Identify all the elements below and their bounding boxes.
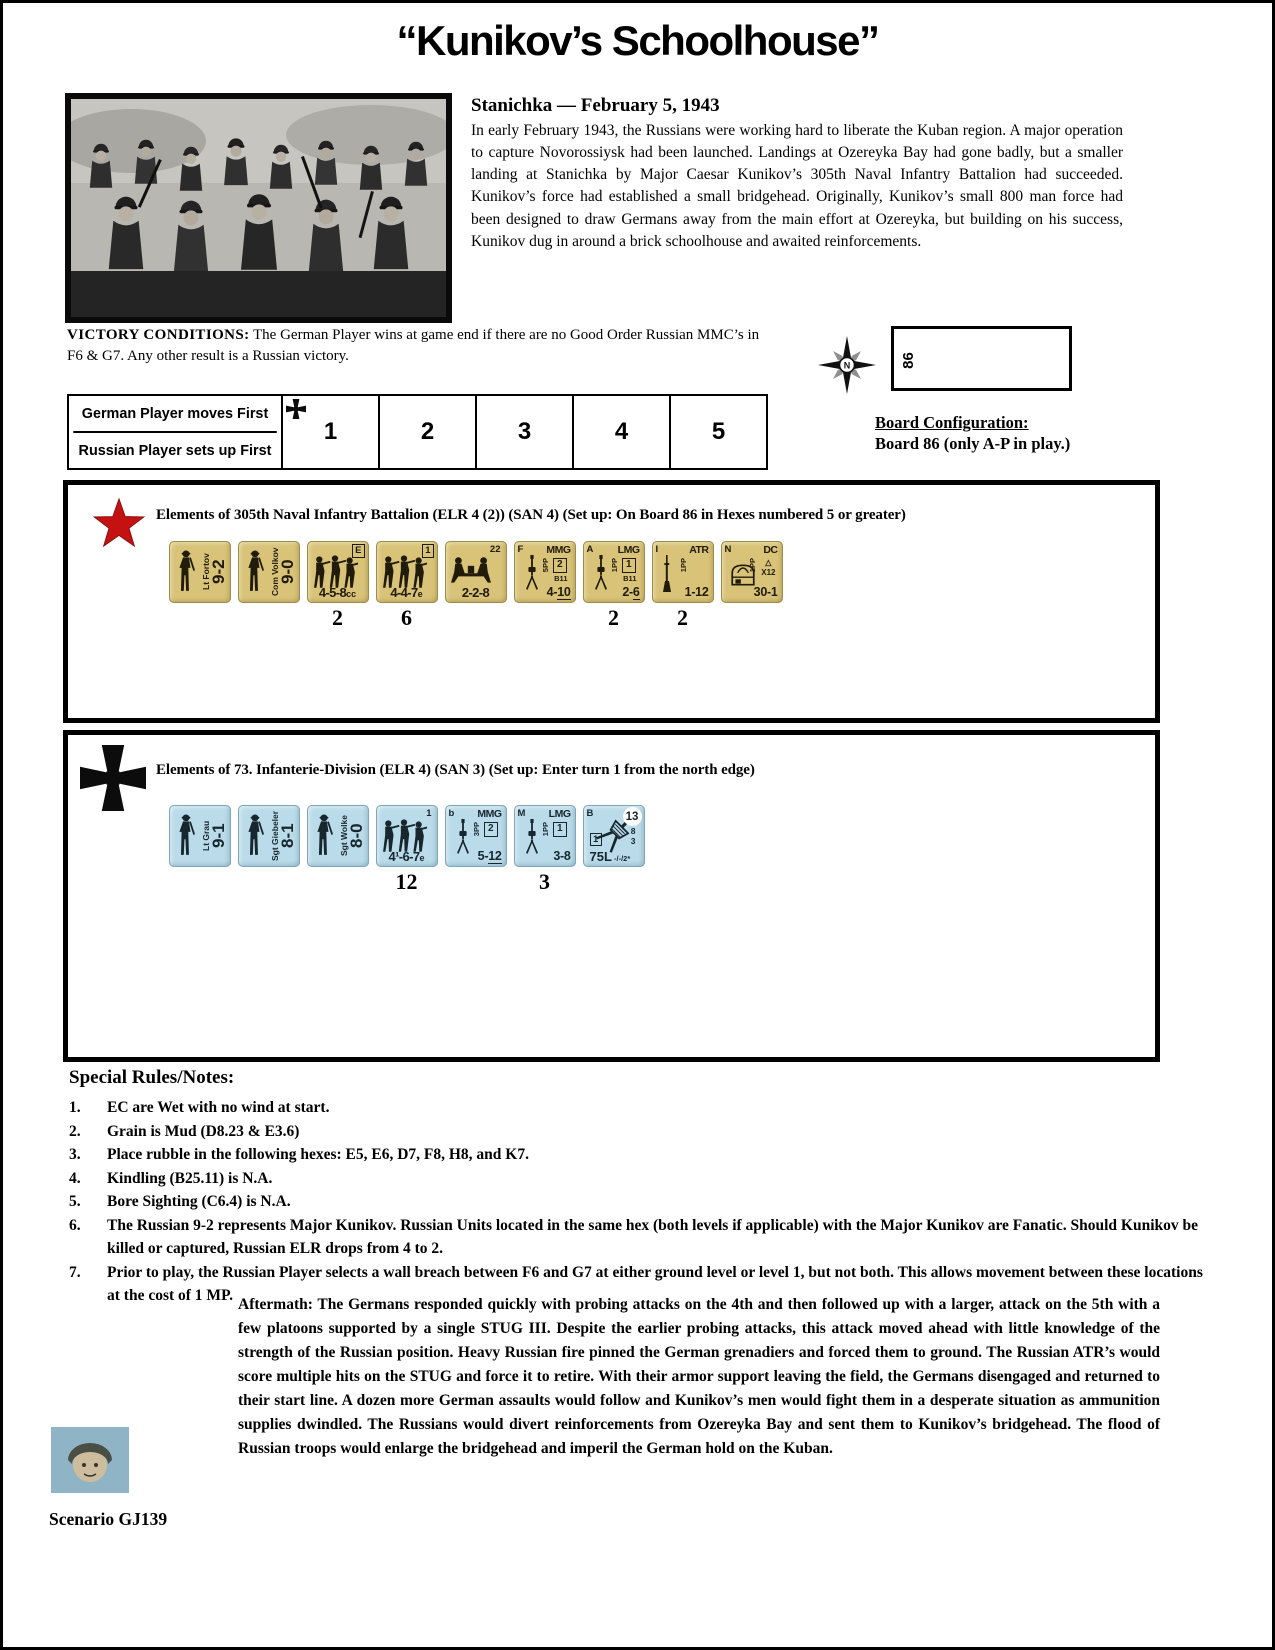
counter-column	[375, 805, 438, 897]
aftermath-text: The Germans responded quickly with probing attacks on the 4th and then followed up with a larger, attack on the 5th with a few platoons supported by a single STUG III. Despite the earlier probing attacks, this attack moved ahead with little knowledge of the strength of the Russian position. Heavy Russian fire pinned the German grenadiers and forced them to ground. The Russian ATR’s would score multiple hits on the STUG and force it to retire. With their armor support leaving the field, the Germans disengaged and returned to their start line. A dozen more German assaults would follow and Kunikov’s men would fight them in a desperate situation as ammunition supplies dwindled. The Russians would divert reinforcements from Ozereyka Bay and sent them to Kunikov’s bridgehead. The flood of Russian troops would enlarge the bridgehead and imperil the German hold on the Kuban.	[238, 1296, 1160, 1458]
rule-text: EC are Wet with no wind at start.	[107, 1099, 330, 1116]
special-rule-item	[69, 1167, 1211, 1191]
weapon-name: DC	[763, 544, 778, 556]
turn-cell	[574, 394, 671, 470]
german-moves-first-label: German Player moves First	[73, 396, 277, 433]
counter-corner-letter: B	[586, 808, 594, 819]
special-rules	[69, 1067, 1211, 1308]
dc-extra: △ X12	[761, 558, 776, 577]
counter-badge: 1	[422, 544, 433, 558]
board-number: 86	[899, 352, 917, 369]
counter-sw	[514, 805, 576, 867]
special-rule-item	[69, 1190, 1211, 1214]
rule-text: Bore Sighting (C6.4) is N.A.	[107, 1193, 291, 1211]
weapon-name: MMG	[477, 808, 502, 820]
counter-range-value: 30-1	[753, 585, 778, 599]
leader-morale: 9-1	[208, 823, 228, 849]
german-cross-icon	[80, 745, 146, 811]
counter-leader	[307, 805, 369, 867]
counter-badge: E	[352, 544, 364, 558]
counter-count: 2	[608, 605, 619, 630]
gun-caliber: 75L -/-/2*	[589, 849, 631, 864]
leader-morale: 9-2	[208, 559, 228, 585]
turn-cell	[380, 394, 477, 470]
leader-name: Lt Grau	[200, 820, 211, 852]
leader-morale: 8-1	[277, 823, 297, 849]
soldier-icon	[175, 549, 197, 598]
leader-morale: 9-0	[277, 559, 297, 585]
counter-sw	[445, 805, 507, 867]
counter-leader	[169, 805, 231, 867]
counter-range-value: 3-8	[553, 849, 571, 863]
russian-counters	[168, 541, 783, 633]
counter-range-value: 5-12	[477, 849, 502, 863]
counter-range-value: 1-12	[684, 585, 709, 599]
counter-leader	[169, 541, 231, 603]
turn-track-cells	[283, 394, 768, 470]
german-ob-box	[63, 730, 1160, 1062]
counter-corner-letter: I	[655, 544, 659, 555]
special-rule-item	[69, 1214, 1211, 1261]
rof-box: 2	[553, 558, 567, 573]
turn-cell	[283, 394, 380, 470]
rule-number: 4.	[69, 1169, 81, 1187]
portage-points: 1PP	[609, 558, 619, 573]
machine-gun-icon	[523, 819, 541, 860]
rule-number: 7.	[69, 1263, 81, 1281]
rule-text: Prior to play, the Russian Player selects a wall breach between F6 and G7 at either ground level or level 1, but not both. This allows movement between these locations at the cost of 1 MP.	[107, 1263, 1203, 1305]
turn-track	[67, 394, 768, 470]
counter-column	[168, 541, 231, 633]
victory-conditions	[67, 325, 771, 368]
squad-strength: 4-5-8cc	[318, 585, 357, 600]
leader-morale: 8-0	[346, 823, 366, 849]
counter-sw	[652, 541, 714, 603]
gun-rof-box: 1	[590, 833, 602, 846]
soviet-star-icon	[92, 497, 146, 553]
machine-gun-icon	[454, 819, 472, 860]
counter-squad	[445, 541, 507, 603]
scenario-id: Scenario GJ139	[49, 1509, 168, 1529]
leader-name: Sgt Wolke	[338, 815, 349, 857]
counter-column	[375, 541, 438, 633]
counter-count: 2	[677, 605, 688, 630]
counter-column	[582, 541, 645, 633]
counter-corner-letter: M	[517, 808, 526, 819]
russian-ob-box	[63, 480, 1160, 723]
rule-text: Kindling (B25.11) is N.A.	[107, 1169, 273, 1187]
rule-text: Grain is Mud (D8.23 & E3.6)	[107, 1122, 300, 1140]
leader-name: Sgt Giebeler	[269, 810, 280, 862]
rof-box: 1	[553, 822, 567, 837]
board-configuration	[875, 412, 1070, 455]
counter-badge: 22	[489, 544, 501, 555]
squad-strength: 2-2-8	[461, 585, 490, 600]
russian-sets-up-first-label: Russian Player sets up First	[78, 442, 272, 459]
aftermath	[238, 1293, 1160, 1461]
counter-squad	[376, 541, 438, 603]
counter-column	[651, 541, 714, 633]
turn-cell	[671, 394, 768, 470]
counter-count: 12	[395, 869, 418, 894]
counter-column	[237, 805, 300, 897]
rule-number: 5.	[69, 1193, 81, 1211]
rule-text: The Russian 9-2 represents Major Kunikov. Russian Units located in the same hex (both levels if applicable) with the Major Kunikov are Fanatic. Should Kunikov be killed or captured, Russian ELR drops from 4 to 2.	[107, 1216, 1198, 1258]
publisher-logo-icon	[51, 1427, 129, 1493]
squad-strength: 4¹-6-7e	[388, 849, 425, 864]
compass-rose-icon	[817, 335, 877, 395]
breakdown-number: B11	[623, 574, 637, 583]
breakdown-number: B11	[554, 574, 568, 583]
german-ob-header: Elements of 73. Infanterie-Division (ELR 4) (SAN 3) (Set up: Enter turn 1 from the north edge)	[156, 762, 755, 778]
machine-gun-icon	[592, 555, 610, 596]
turn-number: 4	[614, 418, 629, 445]
counter-range-value: 4-10	[546, 585, 571, 599]
special-rules-heading: Special Rules/Notes:	[69, 1067, 235, 1088]
counter-count: 6	[401, 605, 412, 630]
victory-text: The German Player wins at game end if there are no Good Order Russian MMC’s in F6 & G7. Any other result is a Russian victory.	[67, 327, 760, 365]
counter-column	[582, 805, 645, 897]
portage-points: 1PP	[747, 558, 757, 573]
counter-count: 3	[539, 869, 550, 894]
counter-gun	[583, 805, 645, 867]
aftermath-label: Aftermath:	[238, 1296, 313, 1313]
gun-target-size: 13	[623, 807, 642, 826]
counter-column	[513, 541, 576, 633]
photo-illustration	[71, 99, 446, 317]
turn-track-labels	[67, 394, 283, 470]
portage-points: 1PP	[540, 822, 550, 837]
counter-sw	[514, 541, 576, 603]
turn-number: 2	[420, 418, 435, 445]
soldier-icon	[244, 549, 266, 598]
rule-number: 2.	[69, 1122, 81, 1140]
counter-column	[237, 541, 300, 633]
counter-badge: 1	[426, 808, 432, 819]
gun-sub-values: 8 3	[630, 826, 636, 846]
special-rules-list	[69, 1096, 1211, 1308]
counter-column	[513, 805, 576, 897]
historical-photo	[65, 93, 452, 323]
counter-sw	[583, 541, 645, 603]
counter-column	[444, 541, 507, 633]
counter-column	[444, 805, 507, 897]
counter-column	[306, 541, 369, 633]
soldier-icon	[313, 813, 335, 862]
counter-column	[168, 805, 231, 897]
counter-corner-letter: A	[586, 544, 594, 555]
leader-name: Com Volkov	[269, 547, 280, 597]
weapon-name: MMG	[546, 544, 571, 556]
portage-points: 3PP	[471, 822, 481, 837]
turn-number: 5	[711, 418, 726, 445]
machine-gun-icon	[523, 555, 541, 596]
squad-strength: 4-4-7e	[390, 585, 423, 600]
counter-count: 2	[332, 605, 343, 630]
rof-box: 2	[484, 822, 498, 837]
counter-dc	[721, 541, 783, 603]
german-cross-mini-icon	[286, 398, 306, 418]
historical-intro	[471, 95, 1123, 253]
turn-number: 1	[323, 418, 338, 445]
soldier-icon	[244, 813, 266, 862]
special-rule-item	[69, 1096, 1211, 1120]
intro-heading: Stanichka — February 5, 1943	[471, 95, 720, 116]
rule-number: 6.	[69, 1216, 81, 1234]
counter-corner-letter: F	[517, 544, 524, 555]
portage-points: 1PP	[678, 558, 688, 573]
leader-name: Lt Fortov	[200, 553, 211, 591]
atr-icon	[661, 555, 673, 598]
counter-squad	[376, 805, 438, 867]
board-config-text: Board 86 (only A-P in play.)	[875, 434, 1071, 454]
weapon-name: LMG	[617, 544, 640, 556]
compass-north-label: N	[843, 360, 851, 371]
rule-number: 1.	[69, 1099, 81, 1116]
counter-range-value: 2-6	[622, 585, 640, 599]
turn-cell	[477, 394, 574, 470]
special-rule-item	[69, 1143, 1211, 1167]
victory-label: VICTORY CONDITIONS:	[67, 327, 250, 343]
board-outline	[891, 326, 1072, 391]
counter-column	[306, 805, 369, 897]
special-rule-item	[69, 1120, 1211, 1144]
weapon-name: LMG	[548, 808, 571, 820]
intro-body: In early February 1943, the Russians were working hard to liberate the Kuban region. A major operation to capture Novorossiysk had been launched. Landings at Ozereyka Bay had gone badly, but a smaller landing at Stanichka by Major Caesar Kunikov’s 305th Naval Infantry Battalion had succeeded. Kunikov’s force had established a small bridgehead. Originally, Kunikov’s small 800 man force had been designed to draw Germans away from the main effort at Ozereyka, but building on his success, Kunikov dug in around a brick schoolhouse and awaited reinforcements.	[471, 122, 1123, 250]
turn-number: 3	[517, 418, 532, 445]
counter-leader	[238, 541, 300, 603]
counter-leader	[238, 805, 300, 867]
rof-box: 1	[622, 558, 636, 573]
rule-text: Place rubble in the following hexes: E5, E6, D7, F8, H8, and K7.	[107, 1146, 529, 1164]
counter-corner-letter: N	[724, 544, 732, 555]
board-config-label: Board Configuration:	[875, 413, 1029, 432]
german-counters	[168, 805, 645, 897]
counter-squad	[307, 541, 369, 603]
weapon-name: ATR	[689, 544, 709, 556]
russian-ob-header: Elements of 305th Naval Infantry Battalion (ELR 4 (2)) (SAN 4) (Set up: On Board 86 in Hexes numbered 5 or greater)	[156, 507, 906, 523]
counter-column	[720, 541, 783, 633]
page-title: “Kunikov’s Schoolhouse”	[396, 17, 879, 64]
soldier-icon	[175, 813, 197, 862]
counter-corner-letter: b	[448, 808, 455, 819]
portage-points: 5PP	[540, 558, 550, 573]
rule-number: 3.	[69, 1146, 81, 1164]
